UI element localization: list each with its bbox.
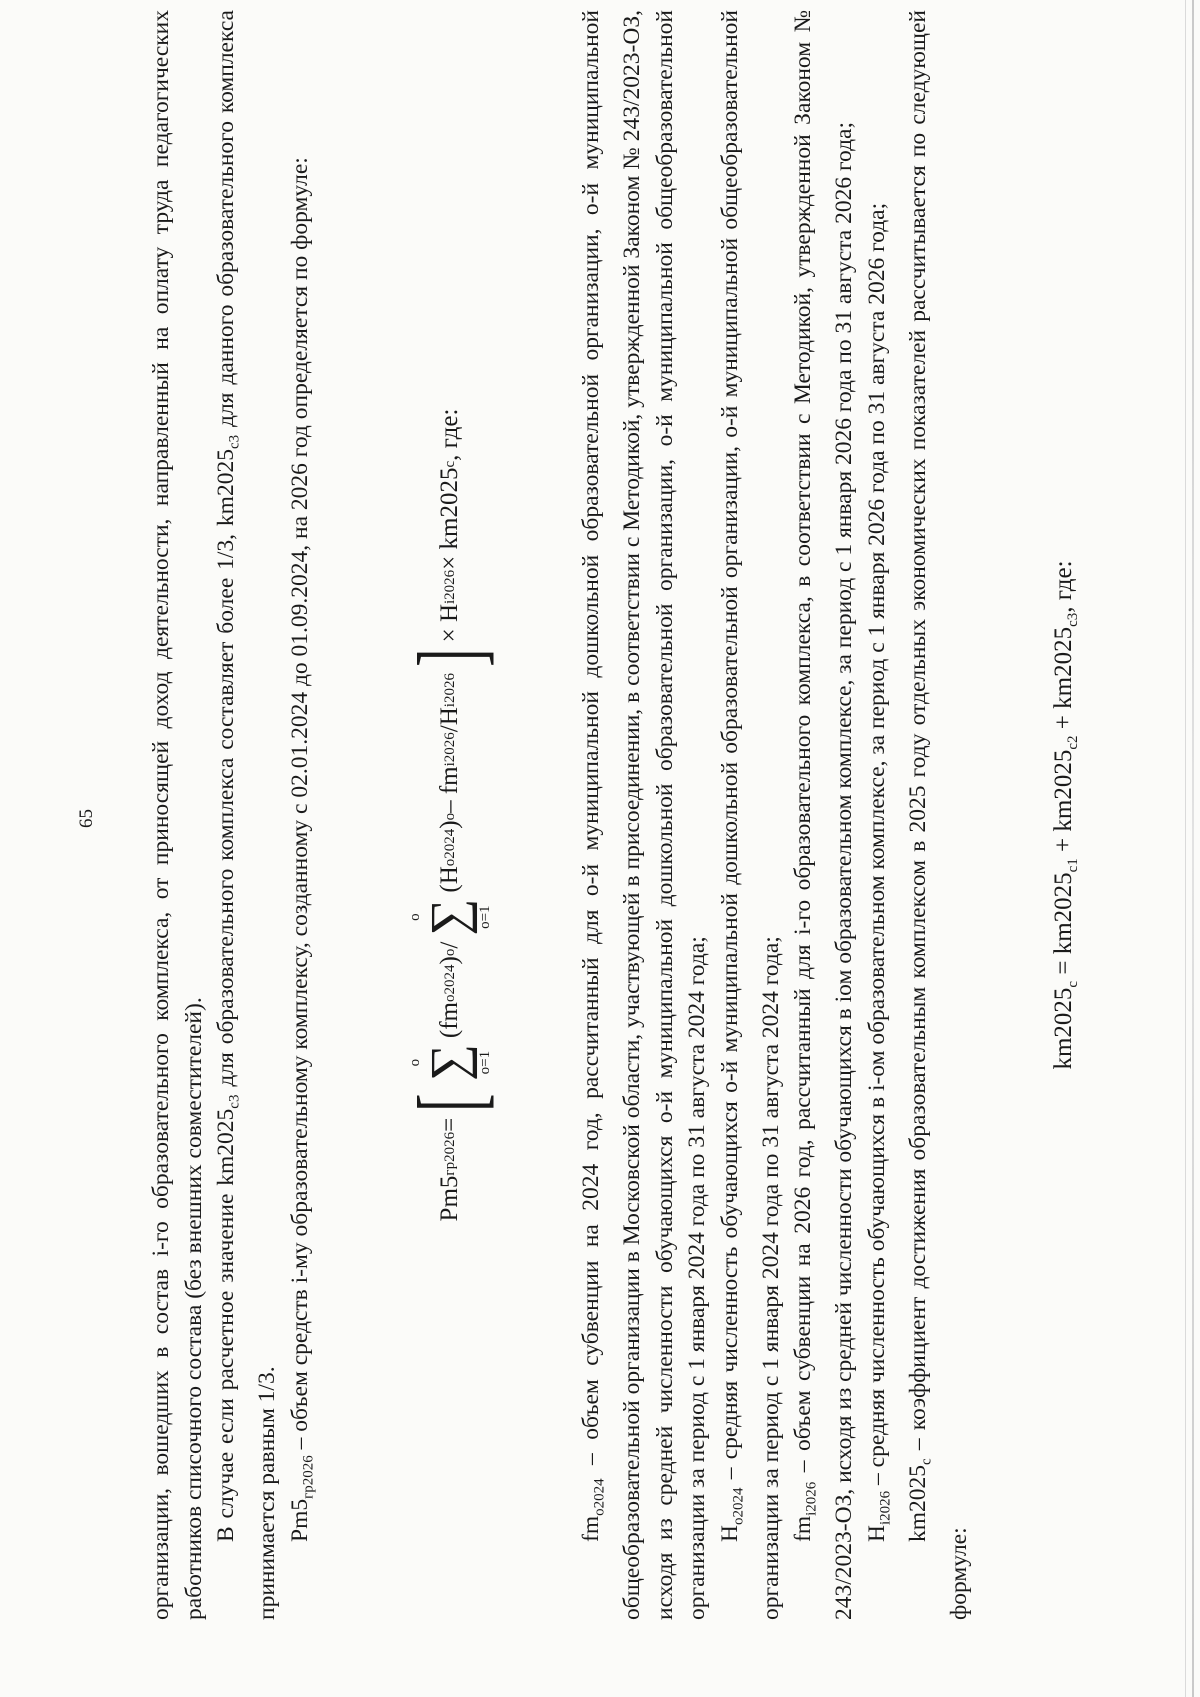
sum-symbol-1 xyxy=(406,1044,494,1081)
def4-symbol: H xyxy=(863,1525,890,1542)
p3-text: – объем средств i-му образовательному комплексу, созданному с 02.01.2024 до 01.09.2024, на 2026 год определяется по формуле: xyxy=(286,157,313,1456)
term1: (fm xyxy=(435,1001,463,1039)
minus-sub: i2026 xyxy=(441,732,458,767)
page-number: 65 xyxy=(76,809,97,828)
division: / xyxy=(435,941,463,949)
paragraph-3 xyxy=(284,10,325,1620)
p2-part-e: . xyxy=(254,1366,281,1373)
term1-sub: o2024 xyxy=(441,964,458,1002)
p2-part-a: В случае если расчетное значение km2025 xyxy=(213,1108,239,1542)
formula-tail: , где: xyxy=(435,408,463,461)
times1-sub: i2026 xyxy=(441,569,458,604)
km-sub-1: c1 xyxy=(1064,858,1081,873)
definition-2 xyxy=(714,10,788,1620)
p3-sub: гр2026 xyxy=(300,1455,317,1499)
def3-text: – объем субвенции на 2026 год, рассчитанный для i-го образовательного комплекса, в соответствии с Методикой, утвержденной Законом № 243/2023-ОЗ, исходя из средней численности обучающихся в iом образовательном комплексе, за период с 1 января 2026 года по 31 августа 2026 года; xyxy=(790,10,858,1620)
def2-text: – средняя численность обучающихся o-й муниципальной дошкольной образовательной организации, o-й муниципальной общеобразовательной организации за период с 1 января 2024 года по 31 августа 2024 года; xyxy=(716,10,784,1620)
scan-edge-line-secondary xyxy=(1185,0,1186,1697)
paragraph-1-text: организации, вошедших в состав i-го образовательного комплекса, от приносящей доход деятельности, направленный на оплату труда педагогических работников списочного состава (без внешних совместителей). xyxy=(148,10,207,1620)
term1-end: ) xyxy=(435,956,463,965)
km-tail: , где: xyxy=(1049,560,1077,613)
times2-sub: c xyxy=(441,460,458,468)
formula-equals: = xyxy=(435,1117,463,1132)
definition-5 xyxy=(902,10,976,1620)
minus-term: – fm xyxy=(435,766,463,813)
slash-term: /H xyxy=(435,707,463,733)
km-sub-3: c3 xyxy=(1064,612,1081,627)
formula-km xyxy=(1048,10,1090,1620)
times-term-2: × km2025 xyxy=(435,467,463,570)
def2-symbol: H xyxy=(716,1525,743,1542)
formula-main xyxy=(325,10,575,1620)
def1-text: – объем субвенции на 2024 год, рассчитанный для o-й муниципальной дошкольной образовательной организации, o-й муниципальной общеобразовательной организации в Московской области, участвующей в присоединении, в соответствии с Методикой, утвержденной Законом № 243/2023-ОЗ, исходя из средней численности обучающихся o-й муниципальной дошкольной образовательной организации, o-й муниципальной общеобразовательной организации за период с 1 января 2024 года по 31 августа 2024 года; xyxy=(577,10,711,1620)
km-plus-2: + km2025 xyxy=(1049,626,1077,736)
sum1-top: o xyxy=(406,1058,423,1067)
p2-fraction: 1/3 xyxy=(213,539,239,570)
term2-sub: o2024 xyxy=(441,828,458,867)
p2-part-b: для образовательного комплекса составляет более xyxy=(213,569,239,1095)
left-bracket: [ xyxy=(398,1093,501,1112)
p3-symbol: Pm5 xyxy=(286,1498,313,1542)
km-sub-2: c2 xyxy=(1064,735,1081,750)
km-eq: = km2025 xyxy=(1049,872,1077,981)
scan-edge-line xyxy=(1192,0,1194,1697)
def5-symbol: km2025 xyxy=(905,1464,932,1542)
formula-lhs: Pm5 xyxy=(435,1175,463,1222)
sum-symbol-2 xyxy=(406,899,494,936)
p2-sub-1: c3 xyxy=(226,1094,243,1109)
sum2-top: o xyxy=(406,913,423,921)
p2-sub-2: c3 xyxy=(226,434,243,450)
sum1-bottom: o=1 xyxy=(476,1050,493,1075)
formula-lhs-sub: гр2026 xyxy=(441,1131,458,1176)
term2: (H xyxy=(435,866,463,893)
term1-sub2: o xyxy=(441,948,458,957)
def2-sub: o2024 xyxy=(730,1487,747,1526)
times-term-1: × H xyxy=(435,603,463,643)
def3-symbol: fm xyxy=(790,1515,817,1542)
definition-1 xyxy=(575,10,714,1620)
km-lhs: km2025 xyxy=(1049,987,1077,1070)
rotated-content xyxy=(145,10,1185,1620)
sigma-glyph-2: ∑ xyxy=(420,898,478,936)
term2-sub2: o xyxy=(441,812,458,821)
p2-part-c: , km2025 xyxy=(213,449,239,540)
right-bracket: ] xyxy=(398,648,501,667)
def4-text: – средняя численность обучающихся в i-ом образовательном комплексе, за период с 1 января 2026 года по 31 августа 2026 года; xyxy=(863,202,890,1491)
def1-sub: o2024 xyxy=(591,1478,608,1516)
term2-end: ) xyxy=(435,820,463,829)
sum2-bottom: o=1 xyxy=(476,905,493,929)
def5-text: – коэффициент достижения образовательным комплексом в 2025 году отдельных экономических показателей рассчитывается по следующей формуле: xyxy=(905,10,973,1620)
sigma-glyph: ∑ xyxy=(420,1044,478,1082)
paragraph-1 xyxy=(145,10,210,1620)
km-lhs-sub: c xyxy=(1064,980,1081,988)
p2-part-d: для данного образовательного комплекса принимается равным xyxy=(213,10,281,1620)
def3-sub: i2026 xyxy=(803,1481,820,1516)
definition-3 xyxy=(787,10,861,1620)
def5-sub: c xyxy=(918,1458,935,1465)
paragraph-2 xyxy=(210,10,284,1620)
p2-fraction-2: 1/3 xyxy=(254,1372,281,1403)
def1-symbol: fm xyxy=(577,1515,604,1542)
slash-sub: i2026 xyxy=(441,673,458,708)
document-body xyxy=(145,10,1089,1620)
def4-sub: i2026 xyxy=(877,1490,894,1526)
km-plus-1: + km2025 xyxy=(1049,749,1077,859)
definition-4 xyxy=(861,10,902,1620)
